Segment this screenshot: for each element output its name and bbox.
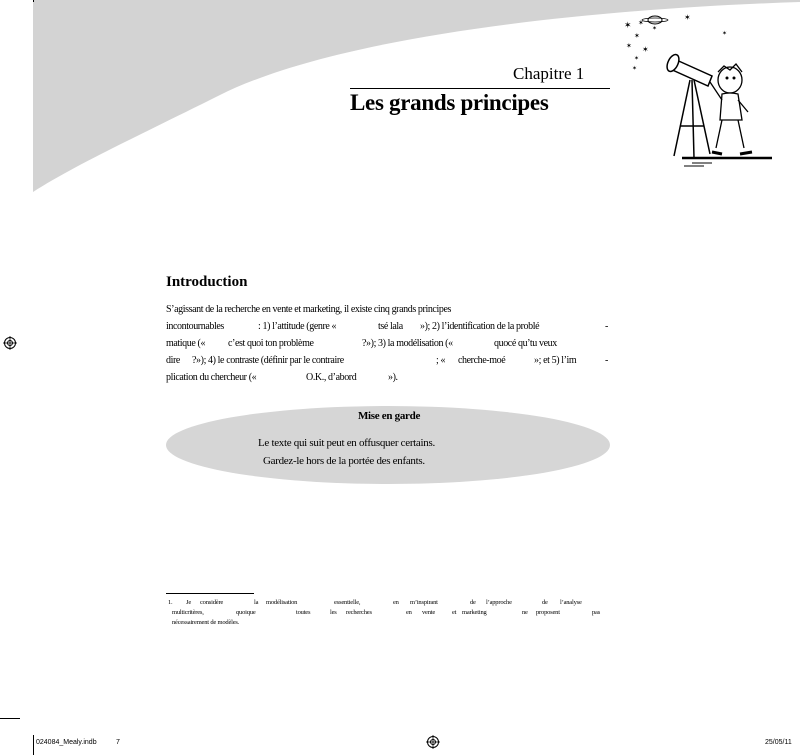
registration-mark-icon bbox=[3, 336, 17, 350]
paragraph-text: c’est quoi ton problème bbox=[228, 338, 314, 349]
crop-mark bbox=[33, 0, 34, 2]
footnote-word: marketing bbox=[462, 609, 487, 616]
footnote bbox=[166, 598, 606, 628]
footnote-word: l’approche bbox=[486, 599, 512, 606]
paragraph-text: : 1) l’attitude (genre « bbox=[258, 321, 337, 332]
svg-text:✶: ✶ bbox=[638, 19, 644, 27]
print-date: 25/05/11 bbox=[765, 739, 792, 746]
footnote-word: vente bbox=[422, 609, 436, 616]
chapter-title: Les grands principes bbox=[350, 90, 549, 115]
crop-mark bbox=[0, 718, 20, 719]
footnote-word: pas bbox=[592, 609, 601, 616]
paragraph-text: dire bbox=[166, 355, 180, 366]
warning-title: Mise en garde bbox=[357, 410, 421, 422]
warning-line-1: Le texte qui suit peut en offusquer certains. bbox=[258, 437, 435, 449]
svg-text:✶: ✶ bbox=[624, 20, 632, 30]
footnote-word: de bbox=[470, 599, 476, 606]
footnote-rule bbox=[166, 593, 254, 594]
paragraph-text: matique (« bbox=[166, 338, 206, 349]
paragraph-hyphen: - bbox=[605, 355, 608, 366]
paragraph-text: »). bbox=[388, 372, 398, 383]
paragraph-line bbox=[166, 301, 611, 318]
footnote-word: multicritères, bbox=[172, 609, 204, 616]
svg-text:✶: ✶ bbox=[626, 42, 632, 50]
svg-text:✶: ✶ bbox=[652, 26, 658, 32]
footnote-word: les bbox=[330, 609, 337, 616]
footnote-word: proposent bbox=[536, 609, 560, 616]
svg-text:✶: ✶ bbox=[634, 56, 640, 62]
paragraph-text: cherche-moé bbox=[458, 355, 506, 366]
footnote-line bbox=[166, 608, 606, 618]
footnote-line bbox=[166, 598, 606, 608]
paragraph-text: ?»); 3) la modélisation (« bbox=[362, 338, 453, 349]
svg-text:✶: ✶ bbox=[722, 31, 728, 37]
svg-text:✶: ✶ bbox=[634, 32, 640, 40]
footnote-word: en bbox=[406, 609, 412, 616]
svg-text:✶: ✶ bbox=[642, 45, 649, 54]
footnote-word: toutes bbox=[296, 609, 311, 616]
paragraph-text: ?»); 4) le contraste (définir par le contraire bbox=[192, 355, 344, 366]
paragraph-line bbox=[166, 352, 611, 369]
warning-line-2: Gardez-le hors de la portée des enfants. bbox=[263, 455, 425, 467]
chapter-rule bbox=[350, 88, 610, 89]
paragraph-text: incontournables bbox=[166, 321, 224, 332]
footnote-word: modélisation bbox=[266, 599, 298, 606]
paragraph-text: »; et 5) l’im bbox=[534, 355, 577, 366]
paragraph-text: plication du chercheur (« bbox=[166, 372, 257, 383]
footnote-word: et bbox=[452, 609, 457, 616]
paragraph-text: O.K., d’abord bbox=[306, 372, 357, 383]
introduction-heading: Introduction bbox=[166, 274, 248, 290]
print-file-name: 024084_Mealy.indb bbox=[36, 739, 97, 746]
footnote-word: nécessairement de modèles. bbox=[172, 619, 240, 626]
footnote-word: recherches bbox=[346, 609, 372, 616]
paragraph-text: ; « bbox=[436, 355, 446, 366]
svg-text:✶: ✶ bbox=[632, 66, 638, 72]
paragraph-text: tsé lala bbox=[378, 321, 403, 332]
footnote-line bbox=[166, 618, 606, 628]
svg-text:✶: ✶ bbox=[684, 13, 691, 22]
footnote-word: considère bbox=[200, 599, 224, 606]
crop-mark bbox=[33, 735, 34, 755]
paragraph-line bbox=[166, 335, 611, 352]
footnote-word: Je bbox=[186, 599, 192, 606]
footnote-word: m’inspirant bbox=[410, 599, 438, 606]
registration-mark-icon bbox=[426, 735, 440, 749]
footnote-word: la bbox=[254, 599, 259, 606]
footnote-word: de bbox=[542, 599, 548, 606]
footnote-word: essentielle, bbox=[334, 599, 361, 606]
introduction-paragraph bbox=[166, 301, 611, 386]
paragraph-text: »); 2) l’identification de la problé bbox=[420, 321, 540, 332]
footnote-word: ne bbox=[522, 609, 528, 616]
footnote-word: en bbox=[393, 599, 399, 606]
paragraph-hyphen: - bbox=[605, 321, 608, 332]
chapter-label: Chapitre 1 bbox=[513, 64, 585, 83]
paragraph-text: quocé qu’tu veux bbox=[494, 338, 557, 349]
stargazer-telescope-illustration bbox=[612, 8, 782, 173]
paragraph-line bbox=[166, 369, 611, 386]
footnote-word: 1. bbox=[168, 599, 173, 606]
footnote-word: l’analyse bbox=[560, 599, 582, 606]
paragraph-line bbox=[166, 318, 611, 335]
print-page-number: 7 bbox=[116, 739, 120, 746]
paragraph-text: S’agissant de la recherche en vente et marketing, il existe cinq grands principes bbox=[166, 304, 451, 315]
footnote-word: quoique bbox=[236, 609, 256, 616]
